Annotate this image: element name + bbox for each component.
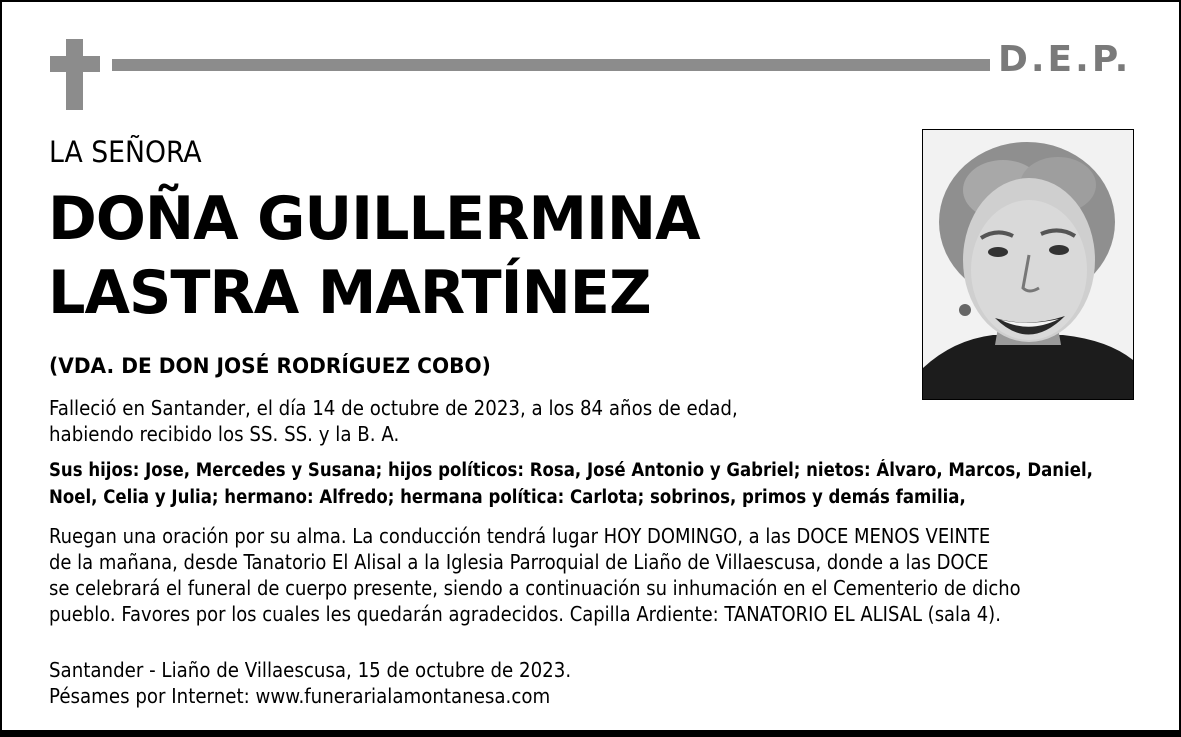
service-details (49, 523, 1021, 627)
family-list (49, 457, 1093, 511)
service-line: se celebrará el funeral de cuerpo presente, siendo a continuación su inhumación en el Cementerio de dicho (49, 576, 1021, 600)
death-notice (49, 395, 738, 447)
service-line: pueblo. Favores por los cuales les quedarán agradecidos. Capilla Ardiente: TANATORIO EL ALISAL (sala 4). (49, 602, 1001, 626)
family-line: Noel, Celia y Julia; hermano: Alfredo; hermana política: Carlota; sobrinos, primos y demás familia, (49, 487, 966, 508)
service-line: Ruegan una oración por su alma. La conducción tendrá lugar HOY DOMINGO, a las DOCE MENOS VEINTE (49, 524, 991, 548)
deceased-name-line2: LASTRA MARTÍNEZ (48, 258, 651, 328)
portrait-image (923, 130, 1133, 399)
condolences-website: Pésames por Internet: www.funerarialamontanesa.com (49, 684, 551, 708)
portrait-photo (922, 129, 1134, 400)
header-rule (112, 59, 990, 71)
service-line: de la mañana, desde Tanatorio El Alisal a la Iglesia Parroquial de Liaño de Villaescusa, donde a las DOCE (49, 550, 989, 574)
death-notice-line: habiendo recibido los SS. SS. y la B. A. (49, 422, 400, 446)
death-notice-line: Falleció en Santander, el día 14 de octubre de 2023, a los 84 años de edad, (49, 396, 738, 420)
dep-label: D.E.P. (998, 39, 1132, 80)
footer (49, 657, 571, 709)
cross-icon-bar (50, 56, 100, 72)
cross-icon (66, 39, 83, 110)
place-date: Santander - Liaño de Villaescusa, 15 de octubre de 2023. (49, 658, 572, 682)
family-line: Sus hijos: Jose, Mercedes y Susana; hijos políticos: Rosa, José Antonio y Gabriel; nietos: Álvaro, Marcos, Daniel, (49, 460, 1093, 481)
widow-of-label: (VDA. DE DON JOSÉ RODRÍGUEZ COBO) (49, 354, 491, 378)
honorific-label: LA SEÑORA (49, 135, 202, 169)
deceased-name-line1: DOÑA GUILLERMINA (48, 184, 700, 254)
